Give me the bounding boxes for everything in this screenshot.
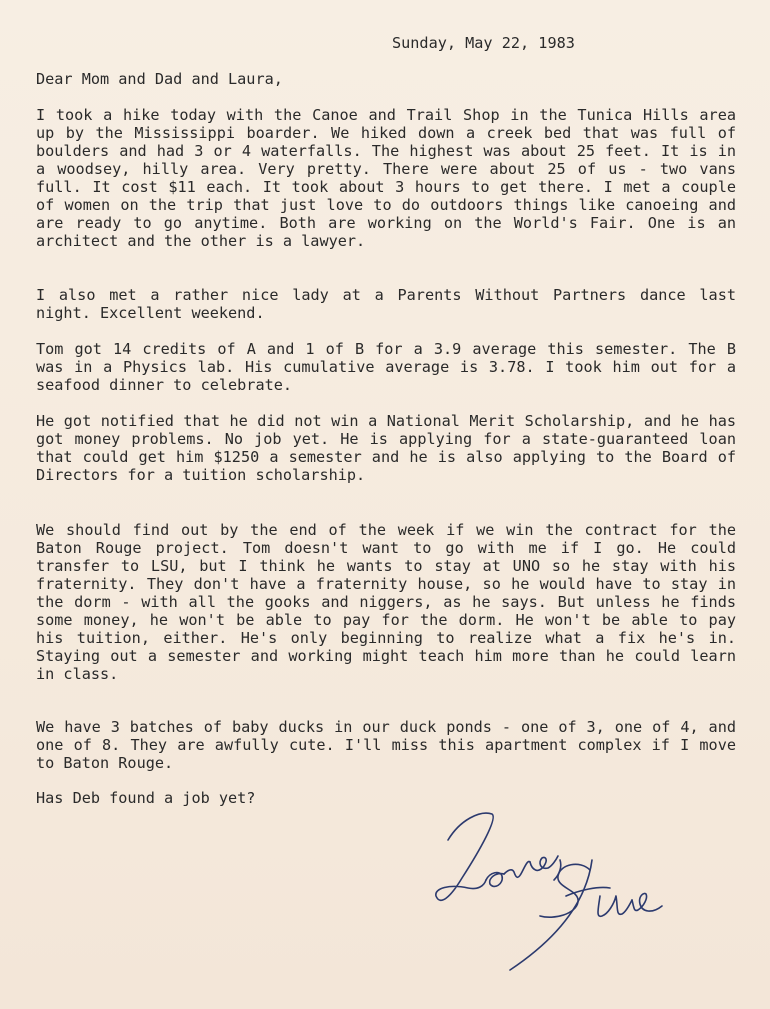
paragraph-grades: Tom got 14 credits of A and 1 of B for a 3.9 average this semester. The B was in a Physics lab. His cumulative average is 3.78. I took him out for a seafood dinner to celebrate. [36,340,736,394]
paragraph-scholarship: He got notified that he did not win a National Merit Scholarship, and he has got money problems. No job yet. He is applying for a state-guaranteed loan that could get him $1250 a semester and he is also applying to the Board of Directors for a tuition scholarship. [36,412,736,484]
paragraph-hike: I took a hike today with the Canoe and Trail Shop in the Tunica Hills area up by the Mississippi boarder. We hiked down a creek bed that was full of boulders and had 3 or 4 waterfalls. The highest was about 25 feet. It is in a woodsey, hilly area. Very pretty. There were about 25 of us - two vans full. It cost $11 each. It took about 3 hours to get there. I met a couple of women on the trip that just love to do outdoors things like canoeing and are ready to go anytime. Both are working on the World's Fair. One is an architect and the other is a lawyer. [36,106,736,250]
letter-date: Sunday, May 22, 1983 [392,34,575,52]
paragraph-baton-rouge: We should find out by the end of the week if we win the contract for the Baton Rouge project. Tom doesn't want to go with me if I go. He could transfer to LSU, but I think he wants to stay at UNO so he stay with his fraternity. They don't have a fraternity house, so he would have to stay in the dorm - with all the gooks and niggers, as he says. But unless he finds some money, he won't be able to pay for the dorm. He won't be able to pay his tuition, either. He's only beginning to realize what a fix he's in. Staying out a semester and working might teach him more than he could learn in class. [36,521,736,683]
paragraph-ducks: We have 3 batches of baby ducks in our duck ponds - one of 3, one of 4, and one of 8. They are awfully cute. I'll miss this apartment complex if I move to Baton Rouge. [36,718,736,772]
handwritten-signature [420,800,680,980]
salutation: Dear Mom and Dad and Laura, [36,70,283,88]
paragraph-dance: I also met a rather nice lady at a Parents Without Partners dance last night. Excellent weekend. [36,286,736,322]
paragraph-question: Has Deb found a job yet? [36,789,256,807]
